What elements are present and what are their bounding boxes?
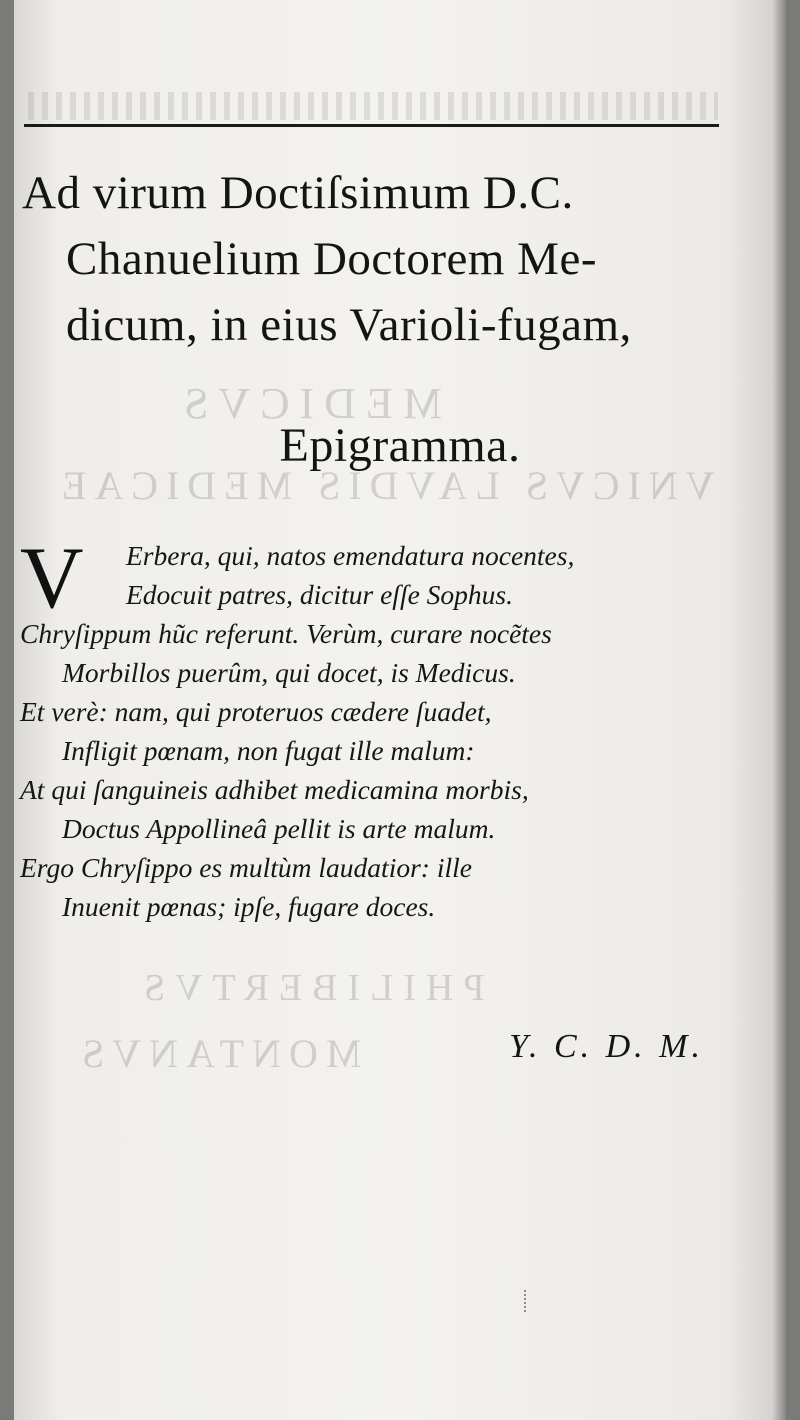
heading-line: Ad virum Doctiſsimum D.C. (22, 167, 574, 219)
poem-line: Erbera, qui, natos emendatura nocentes, (126, 540, 575, 571)
show-through-text: MEDICVS (174, 379, 443, 428)
poem-line: Edocuit patres, dicitur eſſe Sophus. (126, 579, 513, 610)
poem-line: At qui ſanguineis adhibet medicamina morbis, (20, 774, 529, 805)
author-initials: Y. C. D. M. (509, 1028, 704, 1065)
poem-line: Doctus Appollineâ pellit is arte malum. (62, 813, 496, 844)
poem-line: Inuenit pœnas; ipſe, fugare doces. (62, 891, 436, 922)
show-through-text: VNICVS LAVDIS MEDICAE (54, 463, 715, 508)
book-page (14, 0, 786, 1420)
poem-line: Morbillos puerûm, qui docet, is Medicus. (62, 657, 516, 688)
header-ornament (28, 92, 718, 120)
show-through-text: PHILIBERTVS (134, 967, 485, 1009)
paper-mark (524, 1290, 534, 1312)
dedication-heading (22, 160, 722, 358)
epigram-title: Epigramma. (279, 419, 521, 472)
poem-line: Ergo Chryſippo es multùm laudatior: ille (20, 852, 472, 883)
heading-line: dicum, in eius Varioli-fugam, (66, 299, 632, 351)
poem-line: Et verè: nam, qui proteruos cædere ſuadet, (20, 696, 492, 727)
show-through-text: MONTANVS (74, 1031, 362, 1076)
drop-capital: V (20, 530, 84, 627)
poem-line: Chryſippum hũc referunt. Verùm, curare nocẽtes (20, 618, 552, 649)
poem-line: Infligit pœnam, non fugat ille malum: (62, 735, 475, 766)
header-rule (24, 124, 719, 127)
heading-line: Chanuelium Doctorem Me- (66, 233, 597, 285)
page-edge-shadow (772, 0, 786, 1420)
epigram-poem (20, 530, 740, 926)
